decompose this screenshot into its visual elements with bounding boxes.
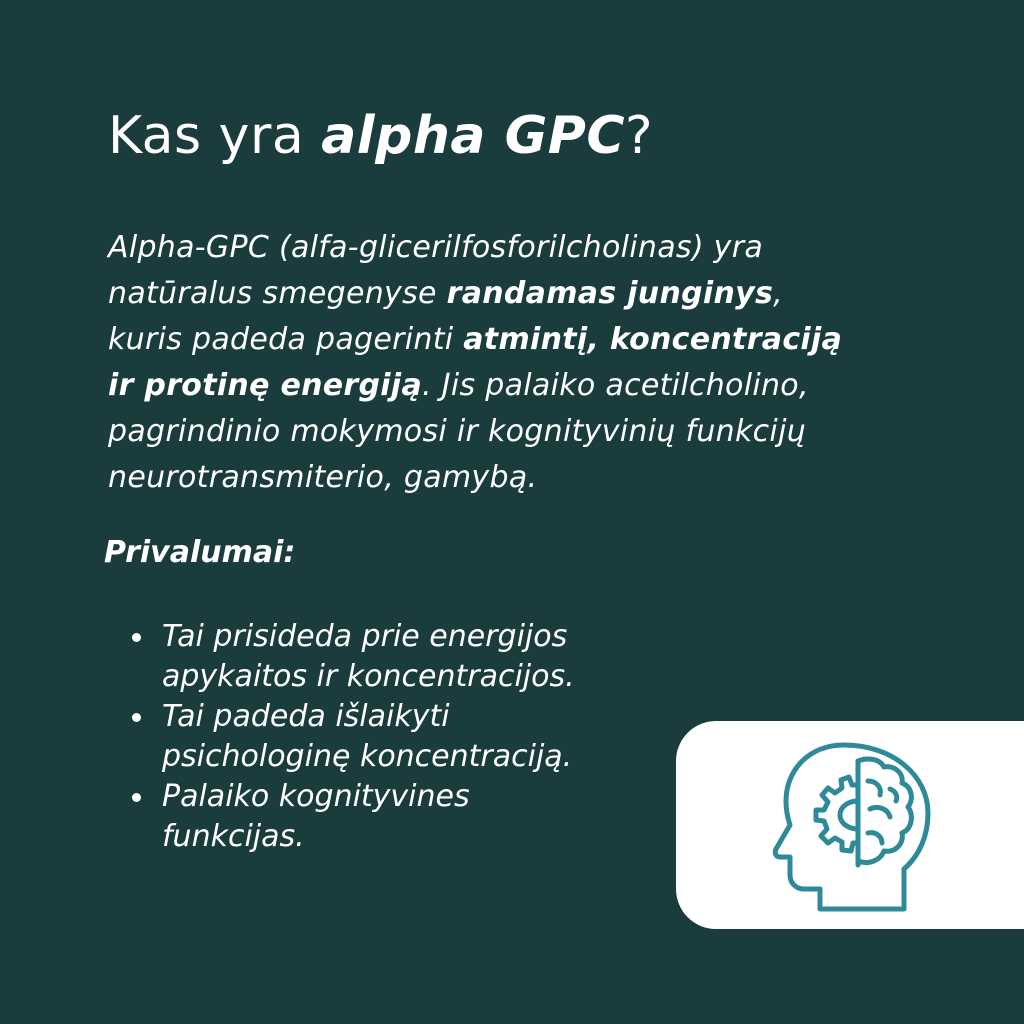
intro-text: kuris padeda pagerinti: [108, 322, 464, 357]
intro-highlight: randamas junginys: [446, 276, 774, 311]
list-item: [130, 777, 575, 857]
bullet-dot: [132, 713, 141, 722]
intro-line-4: [108, 363, 998, 409]
intro-highlight: ir protinę energiją: [108, 368, 423, 403]
benefit-text: psichologinę koncentraciją.: [162, 739, 573, 774]
list-item: [130, 617, 575, 697]
benefit-text: Tai padeda išlaikyti: [162, 699, 450, 734]
intro-line-3: [108, 317, 998, 363]
benefit-text: funkcijas.: [162, 819, 305, 854]
intro-line-6: neurotransmiterio, gamybą.: [108, 460, 538, 495]
head-brain-gear-icon: [772, 739, 932, 913]
icon-card: [676, 721, 1024, 929]
intro-highlight: atmintį, koncentraciją: [463, 322, 843, 357]
title-emphasis: alpha GPC: [321, 106, 626, 166]
benefit-text: apykaitos ir koncentracijos.: [162, 659, 575, 694]
title-suffix: ?: [625, 106, 654, 166]
benefits-heading: Privalumai:: [104, 535, 296, 570]
benefits-list: [130, 617, 575, 857]
intro-text: natūralus smegenyse: [108, 276, 447, 311]
intro-text: . Jis palaiko acetilcholino,: [422, 368, 809, 403]
benefit-text: Tai prisideda prie energijos: [162, 619, 568, 654]
title-prefix: Kas yra: [108, 106, 322, 166]
list-item: [130, 697, 575, 777]
intro-text: ,: [773, 276, 783, 311]
bullet-dot: [132, 633, 141, 642]
intro-paragraph: [108, 225, 998, 501]
bullet-dot: [132, 793, 141, 802]
page-title: [108, 108, 653, 165]
intro-line-2: [108, 271, 998, 317]
benefit-text: Palaiko kognityvines: [162, 779, 470, 814]
intro-line-5: pagrindinio mokymosi ir kognityvinių funkcijų: [108, 414, 807, 449]
intro-line-1: Alpha-GPC (alfa-glicerilfosforilcholinas) yra: [108, 230, 764, 265]
